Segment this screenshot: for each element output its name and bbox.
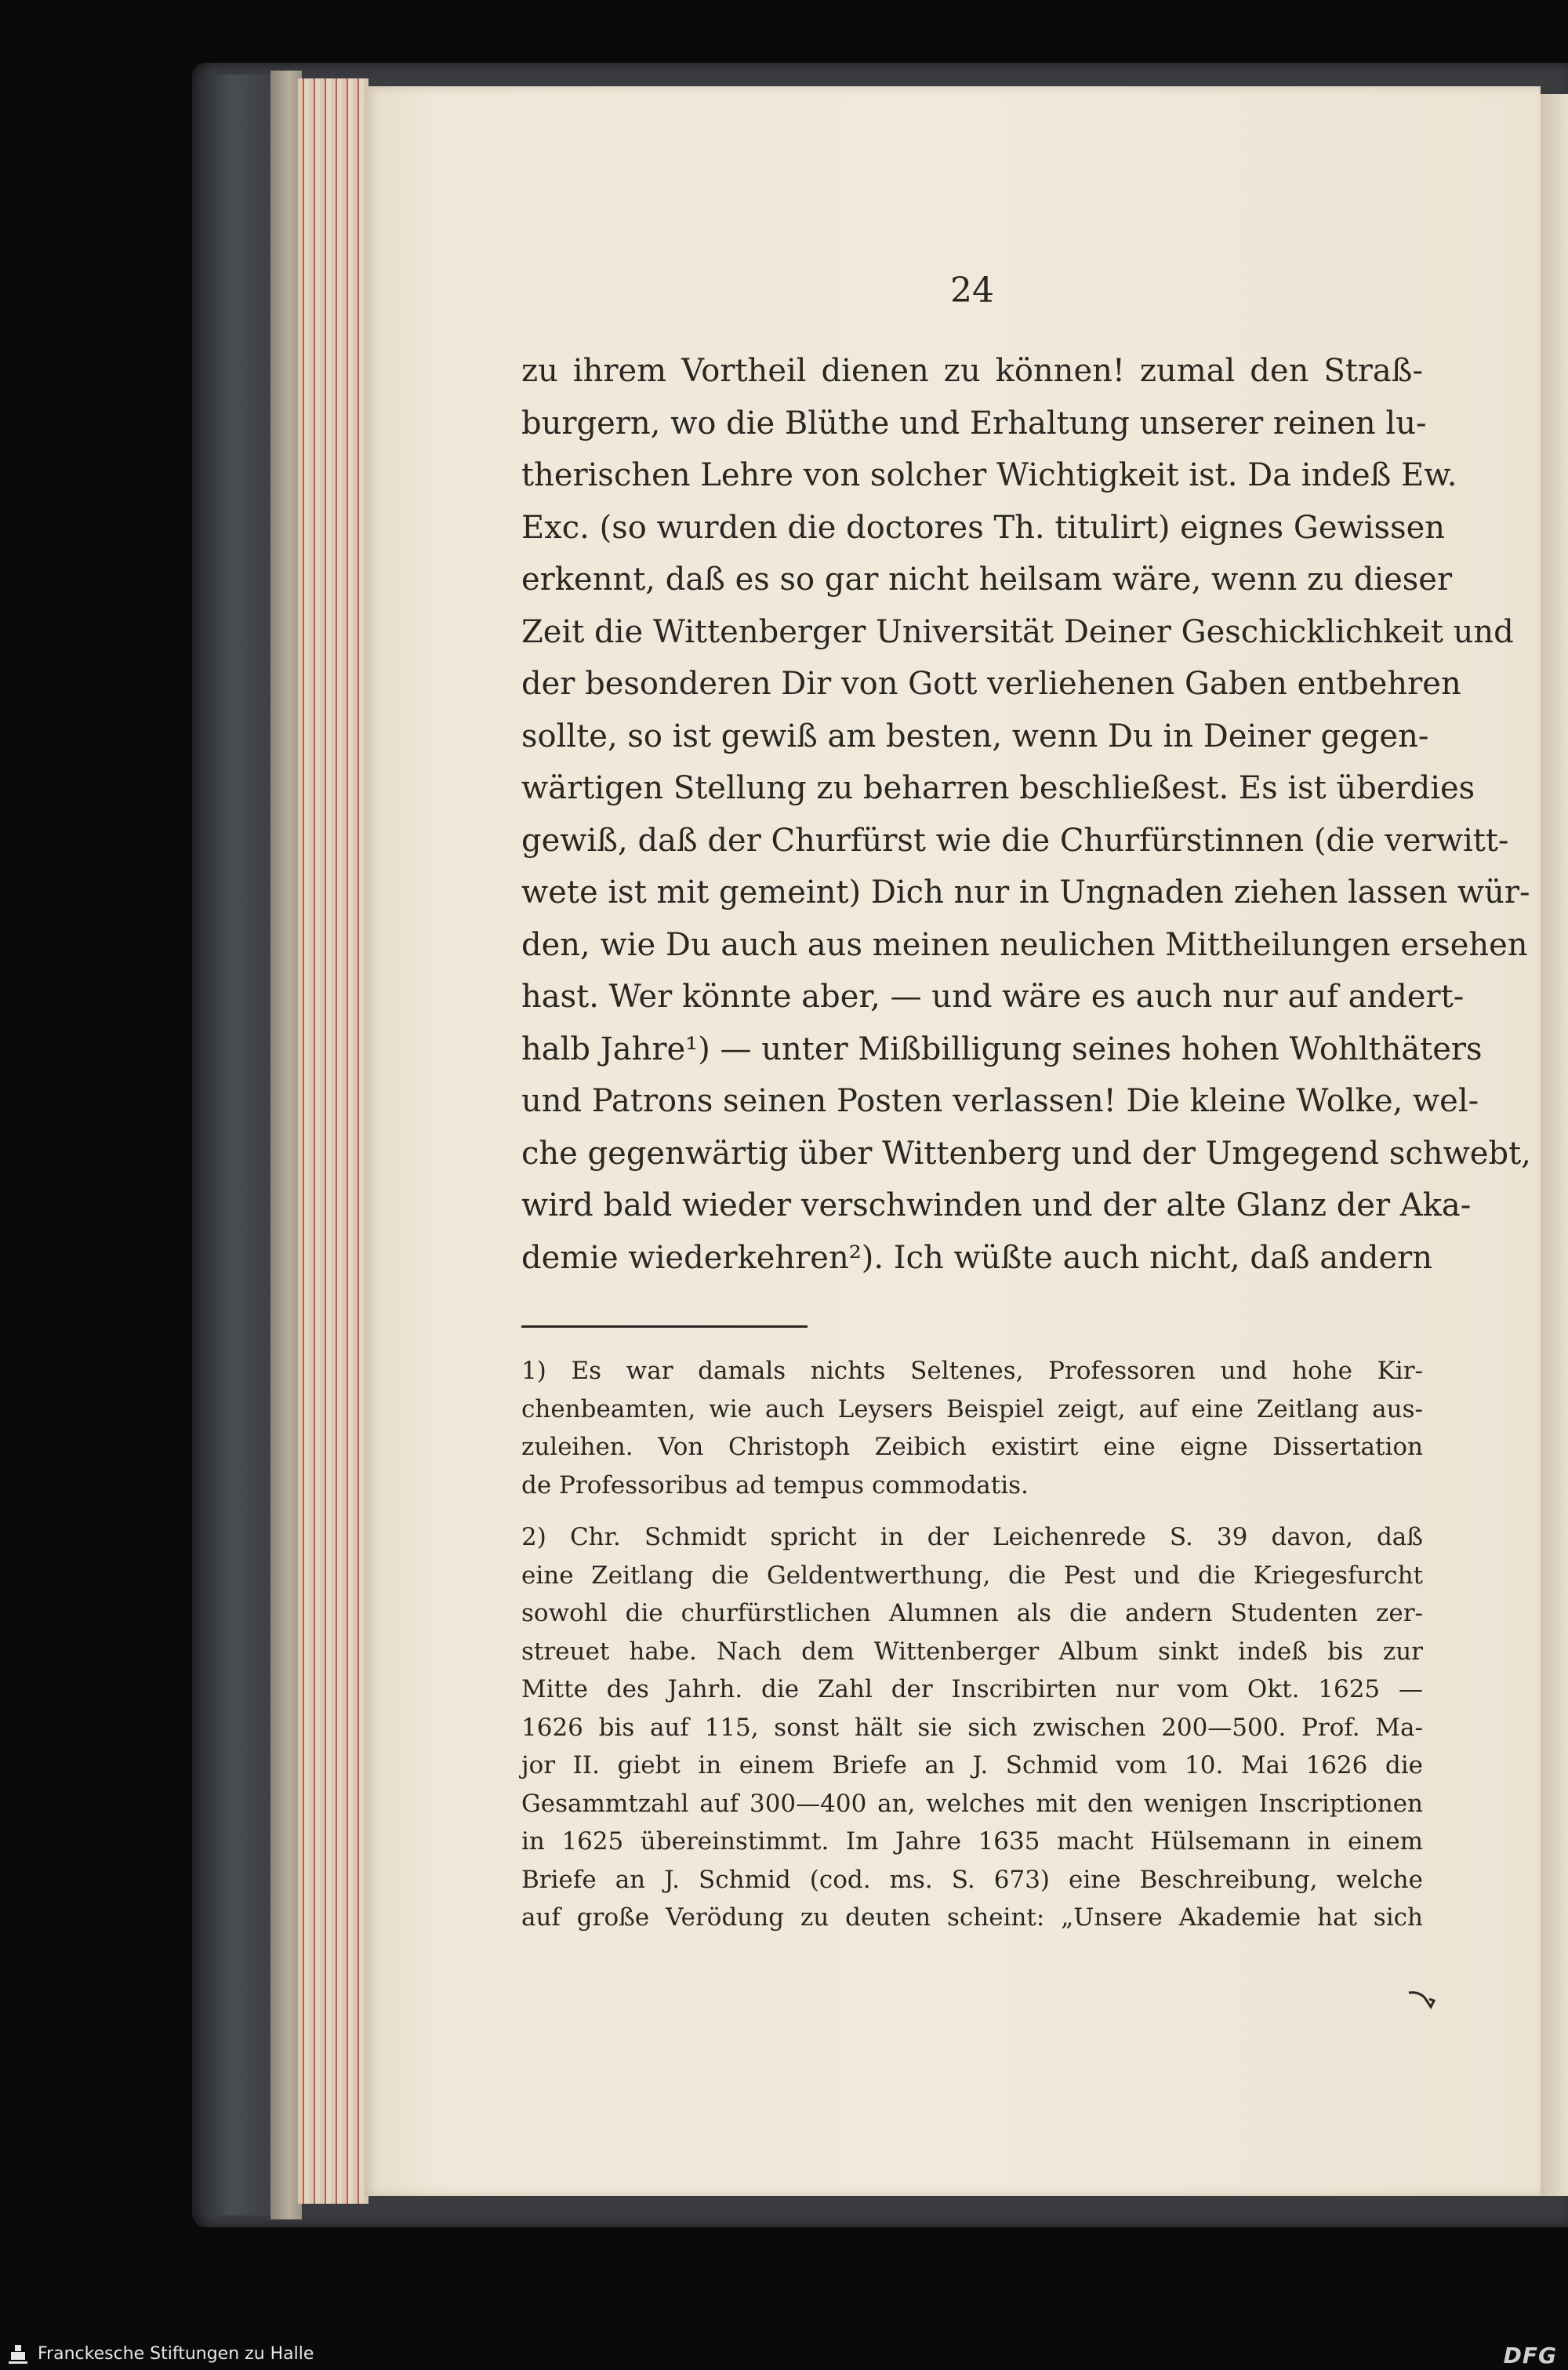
body-line: Exc. (so wurden die doctores Th. titulirt) eignes Gewissen	[521, 509, 1446, 546]
footnote-line: Briefe an J. Schmid (cod. ms. S. 673) eine Beschreibung, welche	[521, 1865, 1423, 1894]
footnote-line: zuleihen. Von Christoph Zeibich existirt eine eigne Dissertation	[521, 1433, 1423, 1461]
body-line: und Patrons seinen Posten verlassen! Die kleine Wolke, wel-	[521, 1083, 1479, 1119]
body-line: zu ihrem Vortheil dienen zu können! zumal den Straß-	[521, 353, 1423, 389]
footnote-line: jor II. giebt in einem Briefe an J. Schmid vom 10. Mai 1626 die	[521, 1751, 1423, 1779]
footnote-1	[521, 1352, 1423, 1504]
footer-bar	[0, 2339, 1568, 2370]
body-line: erkennt, daß es so gar nicht heilsam wäre, wenn zu dieser	[521, 562, 1453, 598]
body-line: demie wiederkehren²). Ich wüßte auch nicht, daß andern	[521, 1239, 1433, 1276]
body-line: burgern, wo die Blüthe und Erhaltung unserer reinen lu-	[521, 405, 1427, 442]
body-line: sollte, so ist gewiß am besten, wenn Du in Deiner gegen-	[521, 718, 1429, 754]
institution-logo-icon	[6, 2343, 30, 2365]
body-line: wird bald wieder verschwinden und der alte Glanz der Aka-	[521, 1187, 1472, 1223]
body-line: hast. Wer könnte aber, — und wäre es auch nur auf andert-	[521, 979, 1465, 1015]
footnote-line: chenbeamten, wie auch Leysers Beispiel zeigt, auf eine Zeitlang aus-	[521, 1394, 1423, 1423]
footnote-2	[521, 1518, 1423, 1937]
page-number: 24	[950, 271, 994, 311]
body-line: gewiß, daß der Churfürst wie die Churfürstinnen (die verwitt-	[521, 822, 1509, 859]
footnote-line: 1) Es war damals nichts Seltenes, Professoren und hohe Kir-	[521, 1357, 1423, 1385]
body-line: Zeit die Wittenberger Universität Deiner Geschicklichkeit und	[521, 613, 1514, 650]
body-line: che gegenwärtig über Wittenberg und der Umgegend schwebt,	[521, 1135, 1531, 1172]
facing-page-edge	[1541, 94, 1568, 2196]
footnote-line: 2) Chr. Schmidt spricht in der Leichenrede S. 39 davon, daß	[521, 1523, 1423, 1551]
dfg-logo: DFG	[1503, 2343, 1557, 2368]
footnote-line: 1626 bis auf 115, sonst hält sie sich zwischen 200—500. Prof. Ma-	[521, 1713, 1423, 1742]
pencil-mark-icon	[1407, 1988, 1439, 2012]
footnote-line: de Professoribus ad tempus commodatis.	[521, 1470, 1029, 1499]
footnote-rule	[521, 1325, 808, 1328]
footnote-line: Mitte des Jahrh. die Zahl der Inscribirten nur vom Okt. 1625 —	[521, 1675, 1423, 1703]
footnote-line: streuet habe. Nach dem Wittenberger Album sinkt indeß bis zur	[521, 1637, 1423, 1666]
institution-name: Franckesche Stiftungen zu Halle	[38, 2344, 314, 2364]
body-line: therischen Lehre von solcher Wichtigkeit ist. Da indeß Ew.	[521, 457, 1457, 493]
footnote-line: eine Zeitlang die Geldentwerthung, die Pest und die Kriegesfurcht	[521, 1561, 1423, 1590]
footnote-line: auf große Verödung zu deuten scheint: „Unsere Akademie hat sich	[521, 1903, 1423, 1932]
footnote-line: sowohl die churfürstlichen Alumnen als die andern Studenten zer-	[521, 1599, 1423, 1627]
footnote-line: Gesammtzahl auf 300—400 an, welches mit den wenigen Inscriptionen	[521, 1789, 1423, 1818]
body-text	[521, 345, 1531, 1284]
body-line: wärtigen Stellung zu beharren beschließest. Es ist überdies	[521, 770, 1475, 806]
body-line: den, wie Du auch aus meinen neulichen Mittheilungen ersehen	[521, 926, 1528, 963]
body-line: halb Jahre¹) — unter Mißbilligung seines hohen Wohlthäters	[521, 1031, 1483, 1067]
board-edge	[270, 71, 302, 2219]
body-line: der besonderen Dir von Gott verliehenen Gaben entbehren	[521, 666, 1461, 702]
footnotes	[521, 1352, 1423, 1937]
body-line: wete ist mit gemeint) Dich nur in Ungnaden ziehen lassen wür-	[521, 874, 1530, 911]
book-spine-board	[200, 75, 278, 2216]
page-stack-edge	[298, 78, 368, 2204]
footnote-line: in 1625 übereinstimmt. Im Jahre 1635 macht Hülsemann in einem	[521, 1827, 1423, 1856]
